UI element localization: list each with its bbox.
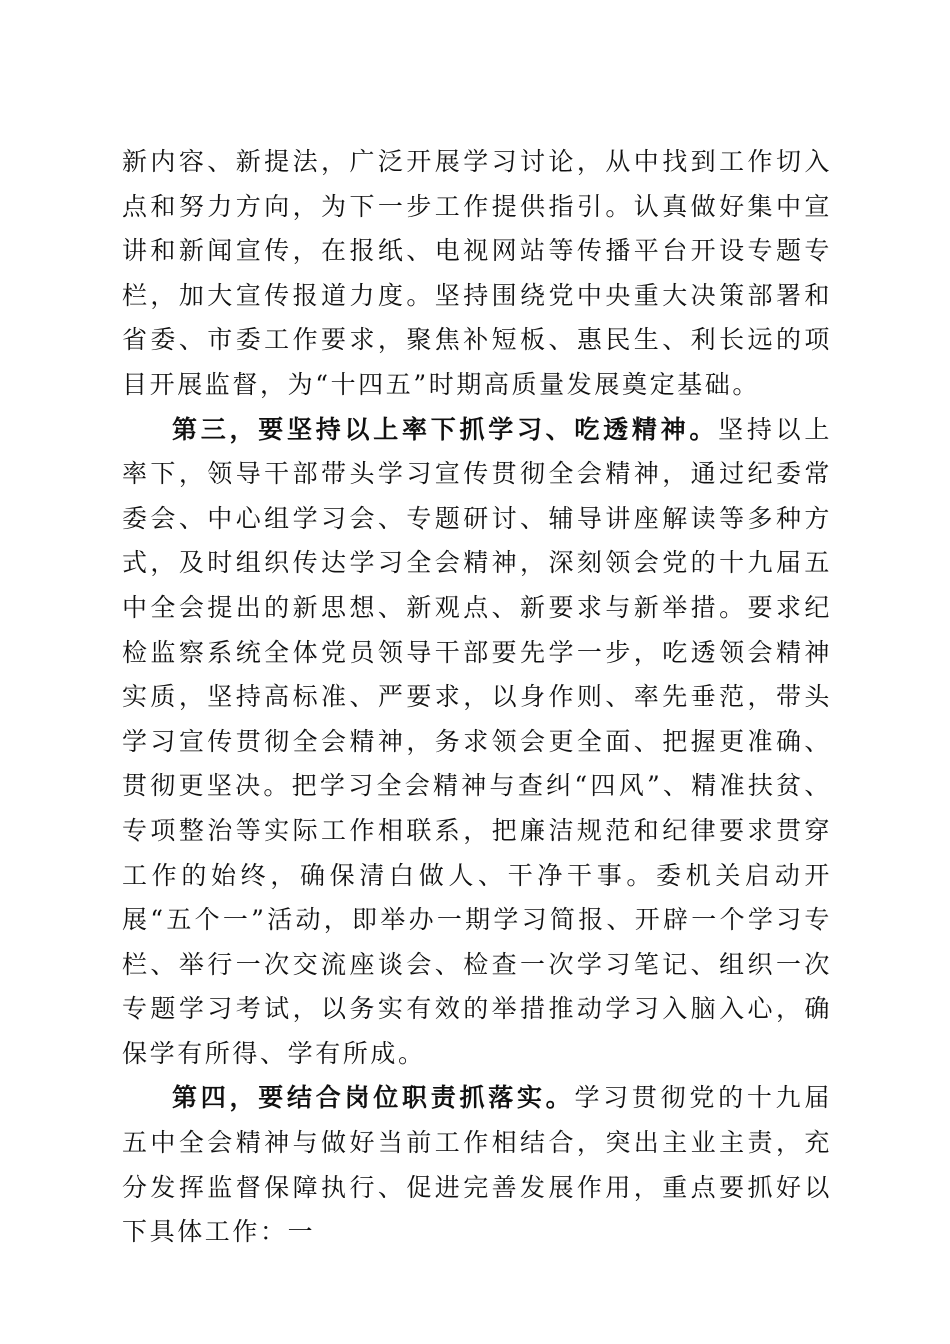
paragraph-point-four <box>122 1076 832 1254</box>
paragraph-2-body: 坚持以上率下，领导干部带头学习宣传贯彻全会精神，通过纪委常委会、中心组学习会、专题研讨、辅导讲座解读等多种方式，及时组织传达学习全会精神，深刻领会党的十九届五中全会提出的新思想、新观点、新要求与新举措。要求纪检监察系统全体党员领导干部要先学一步，吃透领会精神实质，坚持高标准、严要求，以身作则、率先垂范，带头学习宣传贯彻全会精神，务求领会更全面、把握更准确、贯彻更坚决。把学习全会精神与查纠“四风”、精准扶贫、专项整治等实际工作相联系，把廉洁规范和纪律要求贯穿工作的始终，确保清白做人、干净干事。委机关启动开展“五个一”活动，即举办一期学习简报、开辟一个学习专栏、举行一次交流座谈会、检查一次学习笔记、组织一次专题学习考试，以务实有效的举措推动学习入脑入心，确保学有所得、学有所成。 <box>122 414 832 1068</box>
paragraph-point-three <box>122 408 832 1077</box>
document-body <box>122 140 832 1255</box>
paragraph-3-heading: 第四，要结合岗位职责抓落实。 <box>172 1083 575 1113</box>
paragraph-1-body: 新内容、新提法，广泛开展学习讨论，从中找到工作切入点和努力方向，为下一步工作提供指引。认真做好集中宣讲和新闻宣传，在报纸、电视网站等传播平台开设专题专栏，加大宣传报道力度。坚持围绕党中央重大决策部署和省委、市委工作要求，聚焦补短板、惠民生、利长远的项目开展监督，为“十四五”时期高质量发展奠定基础。 <box>122 147 832 399</box>
paragraph-continuation <box>122 140 832 408</box>
paragraph-3-body: 学习贯彻党的十九届五中全会精神与做好当前工作相结合，突出主业主责，充分发挥监督保障执行、促进完善发展作用，重点要抓好以下具体工作：一 <box>122 1083 832 1247</box>
paragraph-2-heading: 第三，要坚持以上率下抓学习、吃透精神。 <box>172 414 719 444</box>
